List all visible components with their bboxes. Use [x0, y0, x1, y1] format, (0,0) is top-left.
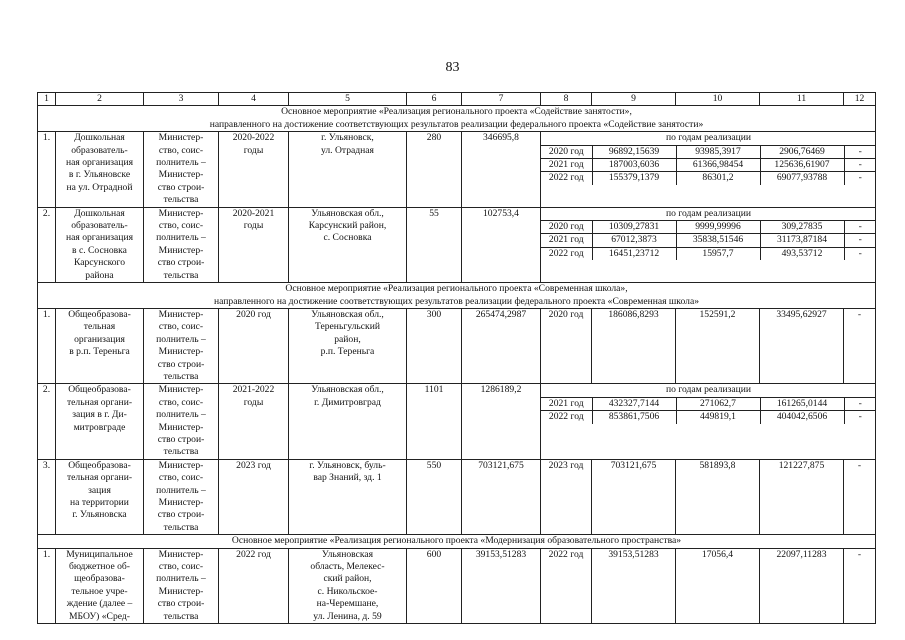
funding-regional: 22097,11283 [760, 548, 844, 623]
column-number-header: 8 [541, 93, 592, 106]
section-title-row [38, 106, 876, 132]
object-name-line: на территории [70, 497, 129, 508]
column-number-header: 12 [844, 93, 876, 106]
period [219, 308, 289, 383]
capacity: 280 [407, 132, 462, 207]
responsible-line: ство, соис- [158, 220, 204, 232]
column-number-header: 2 [56, 93, 144, 106]
address-line: р.п. Тереньга [320, 346, 375, 358]
responsible-line: Министер- [158, 132, 204, 144]
responsible [144, 207, 219, 282]
funding-total: 186086,8293 [592, 308, 676, 383]
responsible [144, 132, 219, 207]
table-row [38, 459, 876, 534]
period-line: 2020-2022 [232, 132, 275, 144]
period-line: 2021-2022 [232, 384, 275, 396]
funding-other: - [844, 221, 876, 234]
responsible-line: полнитель – [156, 573, 206, 585]
address-line: ский район, [323, 573, 372, 585]
section-title-row [38, 283, 876, 309]
row-number: 1. [38, 132, 56, 207]
responsible-line: Министер- [158, 169, 204, 181]
funding-other: - [844, 397, 876, 410]
object-name-line: в р.п. Тереньга [69, 346, 130, 358]
responsible-line: ство строи- [157, 598, 205, 610]
row-number: 2. [38, 384, 56, 459]
column-number-header: 1 [38, 93, 56, 106]
funding-year-row [541, 221, 876, 234]
column-number-header: 9 [592, 93, 676, 106]
funding-year-row [541, 247, 876, 260]
funding-total: 187003,6036 [592, 159, 676, 172]
funding-other: - [844, 145, 876, 158]
address-line: Ульяновская [321, 548, 374, 560]
funding-federal: 93985,3917 [676, 145, 760, 158]
address [289, 548, 407, 623]
funding-label-row [541, 208, 876, 221]
object-name-line: бюджетное об- [69, 561, 130, 573]
funding-federal: 35838,51546 [676, 234, 760, 247]
address-line: Карсунский район, [308, 220, 387, 232]
funding-other: - [844, 459, 876, 534]
address-line: Ульяновская обл., [311, 384, 384, 396]
period-line: годы [243, 144, 264, 156]
address-line: область, Мелекес- [310, 561, 385, 573]
column-number-header: 6 [407, 93, 462, 106]
column-number-header: 4 [219, 93, 289, 106]
funding-table [541, 132, 876, 185]
responsible-line: ство, соис- [158, 472, 204, 484]
object-name-line: ная организация [66, 232, 133, 244]
address [289, 459, 407, 534]
responsible [144, 308, 219, 383]
funding-total: 432327,7144 [592, 397, 676, 410]
responsible-line: ство, соис- [158, 144, 204, 156]
period-line: 2023 год [236, 459, 271, 471]
responsible-line: Министер- [158, 548, 204, 560]
address-line: Ульяновская обл., [311, 207, 384, 219]
object-name-line: организация [74, 333, 125, 345]
object-name-line: щеобразова- [74, 573, 125, 585]
period-line: 2020 год [236, 308, 271, 320]
object-name-line: Дошкольная [74, 207, 125, 219]
period [219, 459, 289, 534]
funding-federal: 152591,2 [676, 308, 760, 383]
table-row [38, 548, 876, 623]
period [219, 548, 289, 623]
funding-federal: 9999,99996 [676, 221, 760, 234]
table-row [38, 132, 876, 207]
section-title-line: направленного на достижение соответствующих результатов реализации федерального проекта «Содействие занятости» [209, 118, 704, 130]
object-name-line: образователь- [71, 144, 128, 156]
object-name-line: ждение (далее – [66, 598, 133, 610]
total-cost: 1286189,2 [462, 384, 541, 459]
funding-year: 2020 год [541, 308, 592, 383]
total-cost: 102753,4 [462, 207, 541, 282]
row-number: 1. [38, 308, 56, 383]
funding-other: - [844, 159, 876, 172]
section-title [38, 535, 876, 548]
address [289, 132, 407, 207]
responsible-line: Министер- [158, 459, 204, 471]
section-title-line: Основное мероприятие «Реализация регионального проекта «Модернизация образовательного пространства» [231, 535, 682, 547]
funding-year-row [541, 397, 876, 410]
funding-year-row [541, 234, 876, 247]
section-title [38, 283, 876, 309]
funding-year-row [541, 145, 876, 158]
object-name-line: МБОУ) «Сред- [69, 610, 130, 622]
object-name-line: образователь- [71, 220, 128, 232]
row-number: 2. [38, 207, 56, 282]
object-name [56, 459, 144, 534]
responsible-line: Министер- [158, 244, 204, 256]
column-number-header: 5 [289, 93, 407, 106]
period [219, 384, 289, 459]
period-line: годы [243, 396, 264, 408]
responsible-line: Министер- [158, 421, 204, 433]
funding-total: 853861,7506 [592, 411, 676, 424]
row-number: 3. [38, 459, 56, 534]
responsible-line: Министер- [158, 207, 204, 219]
object-name-line: Карсунского [73, 257, 126, 269]
responsible-line: Министер- [158, 384, 204, 396]
funding-table [541, 384, 876, 423]
funding-year: 2021 год [541, 159, 592, 172]
funding-regional: 493,53712 [760, 247, 844, 260]
funding-regional: 161265,0144 [760, 397, 844, 410]
responsible-line: полнитель – [156, 484, 206, 496]
period-line: 2022 год [236, 548, 271, 560]
responsible-line: полнитель – [156, 157, 206, 169]
capacity: 550 [407, 459, 462, 534]
total-cost: 39153,51283 [462, 548, 541, 623]
funding-other: - [844, 548, 876, 623]
funding-year-row [541, 172, 876, 185]
responsible-line: тельства [163, 370, 199, 382]
section-title-line: Основное мероприятие «Реализация регионального проекта «Современная школа», [285, 283, 628, 295]
funding-total: 39153,51283 [592, 548, 676, 623]
responsible-line: полнитель – [156, 409, 206, 421]
row-number: 1. [38, 548, 56, 623]
responsible-line: Министер- [158, 497, 204, 508]
object-name-line: ная организация [66, 157, 133, 169]
period-line: 2020-2021 [232, 207, 275, 219]
responsible-line: полнитель – [156, 333, 206, 345]
object-name-line: в с. Сосновка [72, 244, 127, 256]
funding-year-row [541, 411, 876, 424]
funding-year: 2021 год [541, 397, 592, 410]
address-line: г. Ульяновск, [321, 132, 374, 144]
funding-total: 96892,15639 [592, 145, 676, 158]
responsible-line: тельства [163, 521, 199, 533]
responsible-line: ство строи- [157, 257, 205, 269]
funding-label: по годам реализации [541, 384, 876, 397]
period-line: годы [243, 220, 264, 232]
funding-regional: 2906,76469 [760, 145, 844, 158]
funding-by-years [541, 207, 876, 282]
total-cost: 265474,2987 [462, 308, 541, 383]
address-line: на-Черемшане, [316, 598, 379, 610]
section-title-line: направленного на достижение соответствующих результатов реализации федерального проекта «Современная школа» [214, 295, 699, 307]
column-number-header: 10 [676, 93, 760, 106]
object-name [56, 384, 144, 459]
funding-other: - [844, 234, 876, 247]
responsible-line: тельства [163, 269, 199, 281]
funding-year: 2022 год [541, 247, 592, 260]
funding-regional: 121227,875 [760, 459, 844, 534]
funding-by-years [541, 384, 876, 459]
object-name-line: Дошкольная [74, 132, 125, 144]
address [289, 384, 407, 459]
funding-year: 2020 год [541, 145, 592, 158]
section-title [38, 106, 876, 132]
object-name-line: на ул. Отрадной [66, 181, 133, 193]
section-title-row [38, 535, 876, 548]
funding-total: 703121,675 [592, 459, 676, 534]
table-row [38, 207, 876, 282]
capacity: 600 [407, 548, 462, 623]
address-line: г. Димитровград [314, 396, 381, 408]
funding-label: по годам реализации [541, 132, 876, 145]
object-name-line: г. Ульяновска [72, 509, 127, 521]
total-cost: 346695,8 [462, 132, 541, 207]
object-name-line: в г. Ульяновске [68, 169, 131, 181]
responsible-line: ство, соис- [158, 396, 204, 408]
total-cost: 703121,675 [462, 459, 541, 534]
address-line: с. Сосновка [323, 232, 372, 244]
address-line: район, [334, 333, 361, 345]
responsible-line: ство строи- [157, 433, 205, 445]
funding-federal: 581893,8 [676, 459, 760, 534]
funding-year: 2020 год [541, 221, 592, 234]
address [289, 207, 407, 282]
funding-federal: 61366,98454 [676, 159, 760, 172]
responsible-line: ство строи- [157, 509, 205, 521]
funding-year: 2022 год [541, 172, 592, 185]
object-name-line: Общеобразова- [68, 459, 131, 471]
object-name [56, 132, 144, 207]
responsible-line: ство строи- [157, 358, 205, 370]
object-name-line: Общеобразова- [68, 308, 131, 320]
object-name-line: Общеобразова- [68, 384, 131, 396]
funding-regional: 31173,87184 [760, 234, 844, 247]
funding-regional: 309,27835 [760, 221, 844, 234]
responsible-line: ство, соис- [158, 561, 204, 573]
funding-other: - [858, 247, 862, 259]
object-name-line: митровграде [73, 421, 126, 433]
responsible-line: полнитель – [156, 232, 206, 244]
funding-other: - [844, 308, 876, 383]
header-row [38, 93, 876, 106]
address-line: ул. Отрадная [321, 144, 374, 156]
funding-federal: 15957,7 [676, 247, 760, 260]
responsible [144, 384, 219, 459]
address-line: с. Никольское- [317, 585, 378, 597]
funding-federal: 449819,1 [676, 411, 760, 424]
period [219, 207, 289, 282]
funding-label: по годам реализации [541, 208, 876, 221]
object-name-line: тельное учре- [71, 585, 128, 597]
address [289, 308, 407, 383]
object-name-line: тельная органи- [66, 472, 133, 484]
object-name [56, 548, 144, 623]
column-number-header: 7 [462, 93, 541, 106]
funding-label-row [541, 132, 876, 145]
responsible [144, 548, 219, 623]
address-line: Тереньгульский [315, 321, 380, 333]
address-line: г. Ульяновск, буль- [309, 459, 386, 471]
object-name-line: района [85, 269, 114, 281]
object-name-line: тельная органи- [66, 396, 133, 408]
column-number-header: 11 [760, 93, 844, 106]
responsible-line: тельства [163, 610, 199, 622]
funding-regional: 404042,6506 [760, 411, 844, 424]
table-row [38, 384, 876, 459]
address-line: вар Знаний, зд. 1 [313, 472, 382, 484]
object-name-line: зация в г. Ди- [72, 409, 127, 421]
responsible [144, 459, 219, 534]
responsible-line: ство, соис- [158, 321, 204, 333]
funding-total: 155379,1379 [592, 172, 676, 185]
funding-year-row [541, 159, 876, 172]
funding-year: 2022 год [541, 548, 592, 623]
section-title-line: Основное мероприятие «Реализация регионального проекта «Содействие занятости», [281, 106, 632, 118]
funding-year: 2021 год [541, 234, 592, 247]
funding-year: 2023 год [541, 459, 592, 534]
column-number-header: 3 [144, 93, 219, 106]
funding-other: - [858, 411, 862, 423]
address-line: Ульяновская обл., [311, 308, 384, 320]
funding-regional: 125636,61907 [760, 159, 844, 172]
funding-by-years [541, 132, 876, 207]
responsible-line: Министер- [158, 346, 204, 358]
address-line: ул. Ленина, д. 59 [313, 610, 382, 622]
object-name-line: Муниципальное [66, 548, 133, 560]
period [219, 132, 289, 207]
responsible-line: тельства [163, 446, 199, 458]
object-name-line: тельная [83, 321, 116, 333]
funding-other: - [858, 172, 862, 184]
capacity: 55 [407, 207, 462, 282]
object-name-line: зация [88, 484, 111, 496]
responsible-line: Министер- [158, 308, 204, 320]
capacity: 300 [407, 308, 462, 383]
responsible-line: ство строи- [157, 181, 205, 193]
funding-total: 67012,3873 [592, 234, 676, 247]
table-row [38, 308, 876, 383]
funding-table [541, 208, 876, 261]
funding-federal: 271062,7 [676, 397, 760, 410]
object-name [56, 207, 144, 282]
funding-label-row [541, 384, 876, 397]
responsible-line: Министер- [158, 585, 204, 597]
funding-regional: 69077,93788 [760, 172, 844, 185]
funding-total: 10309,27831 [592, 221, 676, 234]
funding-total: 16451,23712 [592, 247, 676, 260]
program-table [37, 92, 876, 624]
page-number: 83 [445, 60, 460, 75]
funding-federal: 86301,2 [676, 172, 760, 185]
capacity: 1101 [407, 384, 462, 459]
funding-regional: 33495,62927 [760, 308, 844, 383]
responsible-line: тельства [163, 194, 199, 206]
funding-federal: 17056,4 [676, 548, 760, 623]
funding-year: 2022 год [541, 411, 592, 424]
object-name [56, 308, 144, 383]
